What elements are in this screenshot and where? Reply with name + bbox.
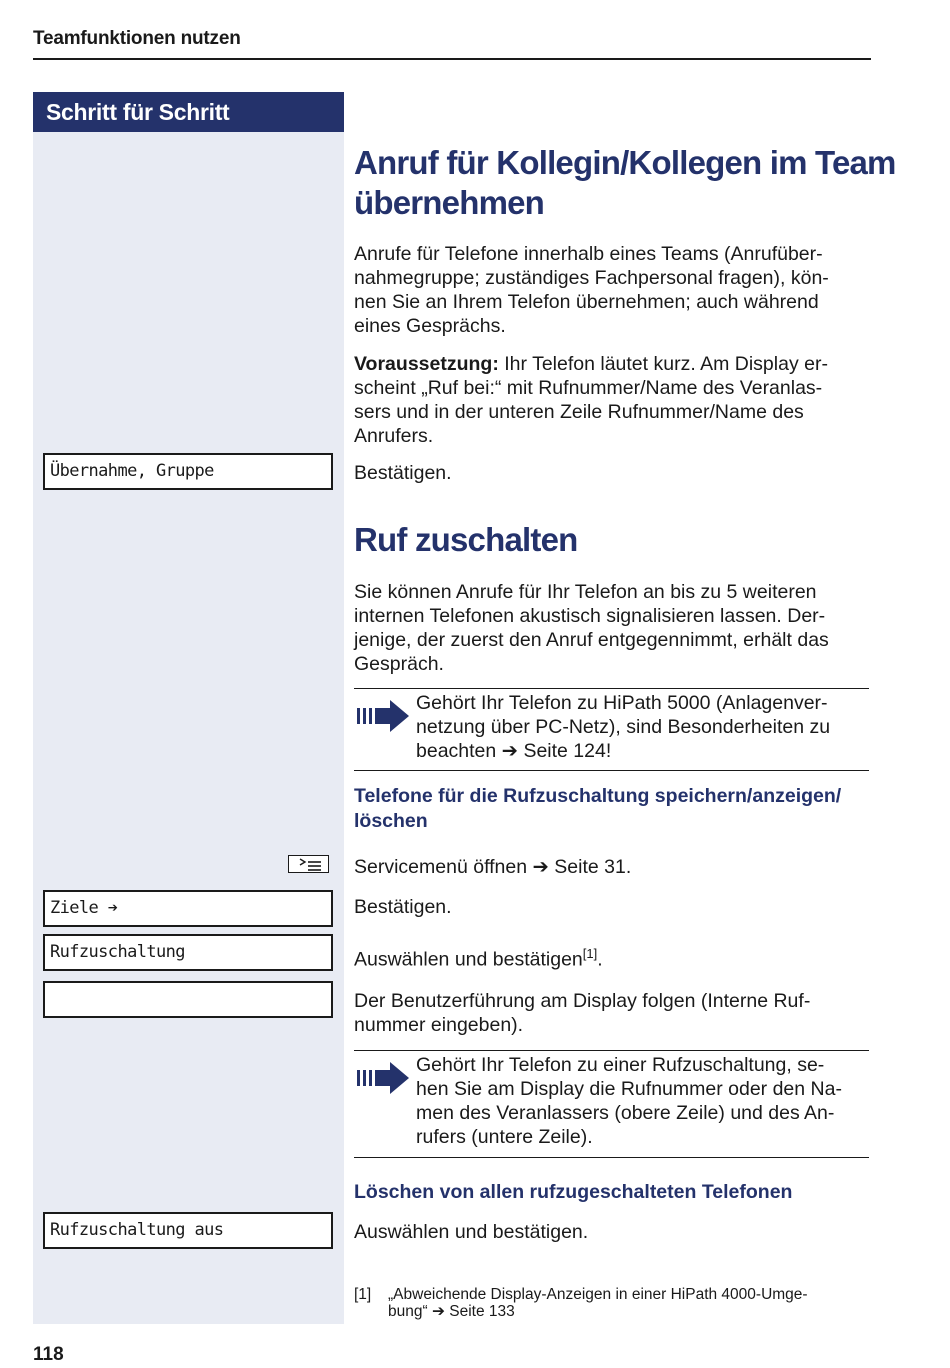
note-arrow-icon [356, 1062, 410, 1094]
sidebar [33, 92, 344, 1324]
note-arrow-icon [356, 700, 410, 732]
ruf-zuschalten-paragraph: Sie können Anrufe für Ihr Telefon an bis zu 5 weiteren internen Telefonen akustisch signalisieren lassen. Der- jenige, der zuerst den Anruf entgegennimmt, erhält das Gespräch. [354, 581, 829, 675]
step-confirm-uebernahme: Bestätigen. [354, 462, 452, 484]
header-rule [33, 58, 871, 60]
service-menu-key-icon[interactable] [288, 855, 329, 873]
step-follow-display: Der Benutzerführung am Display folgen (Interne Ruf- nummer eingeben). [354, 990, 811, 1036]
footnote-number: [1] [354, 1286, 372, 1303]
prerequisite-label: Voraussetzung: [354, 353, 499, 375]
subheading-loeschen: Löschen von allen rufzugeschalteten Telefonen [354, 1181, 793, 1203]
step-servicemenue: Servicemenü öffnen ➔ Seite 31. [354, 856, 632, 878]
link-seite-31[interactable]: Seite 31. [554, 856, 632, 878]
display-key-ziele[interactable]: Ziele ➔ [43, 890, 333, 927]
page-header-title: Teamfunktionen nutzen [33, 28, 241, 49]
note-rufzuschaltung-display: Gehört Ihr Telefon zu einer Rufzuschaltung, se- hen Sie am Display die Rufnummer oder den Na- men des Veranlassers (obere Zeile) und des An- rufers (untere Zeile). [354, 1050, 869, 1158]
display-key-rufzuschaltung-aus[interactable]: Rufzuschaltung aus [43, 1212, 333, 1249]
page-number: 118 [33, 1344, 64, 1365]
display-key-blank[interactable] [43, 981, 333, 1018]
note-hipath-5000: Gehört Ihr Telefon zu HiPath 5000 (Anlagenver- netzung über PC-Netz), sind Besonderheiten zu beachten ➔ Seite 124! [354, 688, 869, 771]
display-key-rufzuschaltung[interactable]: Rufzuschaltung [43, 934, 333, 971]
display-key-uebernahme-gruppe[interactable]: Übernahme, Gruppe [43, 453, 333, 490]
link-seite-133[interactable]: Seite 133 [449, 1303, 515, 1320]
prerequisite-paragraph: Voraussetzung: Ihr Telefon läutet kurz. Am Display er- scheint „Ruf bei:“ mit Rufnummer/Name des Veranlas- sers und in der unteren Zeile Rufnummer/Name des Anrufers. [354, 353, 828, 447]
subheading-rufzuschaltung-speichern: Telefone für die Rufzuschaltung speichern/anzeigen/ löschen [354, 785, 842, 832]
link-seite-124[interactable]: Seite 124! [523, 740, 612, 762]
footnote-ref[interactable]: [1] [582, 946, 598, 961]
arrow-right-icon: ➔ [532, 856, 549, 878]
arrow-right-icon: ➔ [501, 740, 519, 762]
sidebar-title: Schritt für Schritt [33, 92, 344, 132]
arrow-right-icon: ➔ [431, 1303, 445, 1320]
section-title-ruf-zuschalten: Ruf zuschalten [354, 521, 578, 558]
step-select-rufzuschaltung: Auswählen und bestätigen[1]. [354, 946, 603, 971]
step-select-rufzuschaltung-aus: Auswählen und bestätigen. [354, 1221, 589, 1243]
intro-paragraph: Anrufe für Telefone innerhalb eines Teams (Anrufüber- nahmegruppe; zuständiges Fachpersonal fragen), kön- nen Sie an Ihrem Telefon übernehmen; auch während eines Gesprächs. [354, 243, 829, 337]
step-confirm-ziele: Bestätigen. [354, 896, 452, 918]
section-title-anruf-uebernehmen: Anruf für Kollegin/Kollegen im Team übernehmen [354, 144, 896, 221]
